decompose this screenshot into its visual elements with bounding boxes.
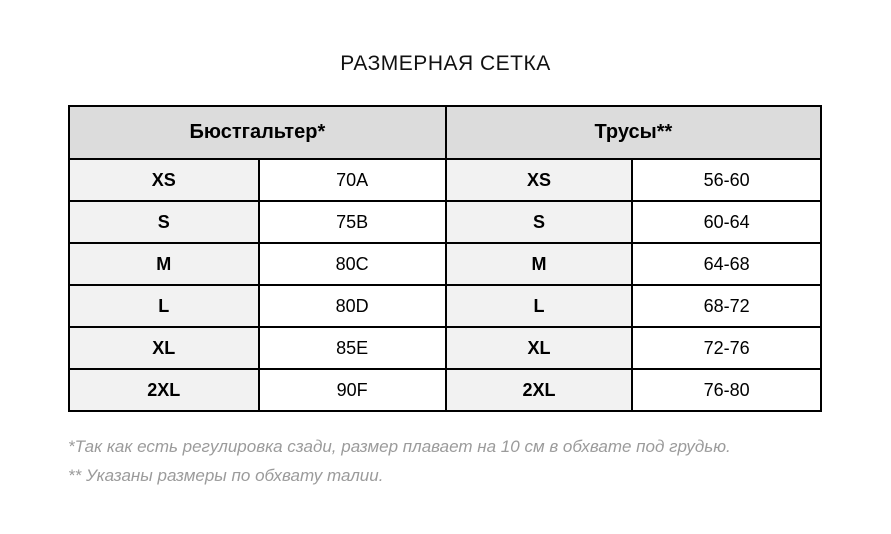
panty-size-cell: M	[446, 243, 632, 285]
header-bra: Бюстгальтер*	[69, 106, 446, 159]
panty-value-cell: 72-76	[632, 327, 821, 369]
table-row	[69, 243, 821, 285]
bra-value-cell: 90F	[259, 369, 446, 411]
header-panty: Трусы**	[446, 106, 821, 159]
panty-size-cell: 2XL	[446, 369, 632, 411]
footnote-panty: ** Указаны размеры по обхвату талии.	[68, 465, 384, 485]
bra-size-cell: L	[69, 285, 259, 327]
panty-value-cell: 60-64	[632, 201, 821, 243]
bra-size-cell: S	[69, 201, 259, 243]
footnotes	[68, 433, 828, 491]
table-row	[69, 285, 821, 327]
panty-size-cell: L	[446, 285, 632, 327]
bra-value-cell: 80D	[259, 285, 446, 327]
bra-value-cell: 70A	[259, 159, 446, 201]
table-header-row	[69, 106, 821, 159]
panty-size-cell: XS	[446, 159, 632, 201]
table-row	[69, 327, 821, 369]
size-table	[68, 105, 822, 412]
bra-value-cell: 75B	[259, 201, 446, 243]
bra-size-cell: XS	[69, 159, 259, 201]
panty-value-cell: 76-80	[632, 369, 821, 411]
panty-value-cell: 56-60	[632, 159, 821, 201]
bra-size-cell: XL	[69, 327, 259, 369]
table-row	[69, 369, 821, 411]
bra-value-cell: 85E	[259, 327, 446, 369]
panty-value-cell: 68-72	[632, 285, 821, 327]
bra-size-cell: 2XL	[69, 369, 259, 411]
bra-size-cell: M	[69, 243, 259, 285]
panty-size-cell: S	[446, 201, 632, 243]
panty-value-cell: 64-68	[632, 243, 821, 285]
table-row	[69, 159, 821, 201]
page-title: РАЗМЕРНАЯ СЕТКА	[340, 52, 551, 75]
panty-size-cell: XL	[446, 327, 632, 369]
table-row	[69, 201, 821, 243]
bra-value-cell: 80C	[259, 243, 446, 285]
footnote-bra: *Так как есть регулировка сзади, размер плавает на 10 см в обхвате под грудью.	[68, 437, 731, 456]
